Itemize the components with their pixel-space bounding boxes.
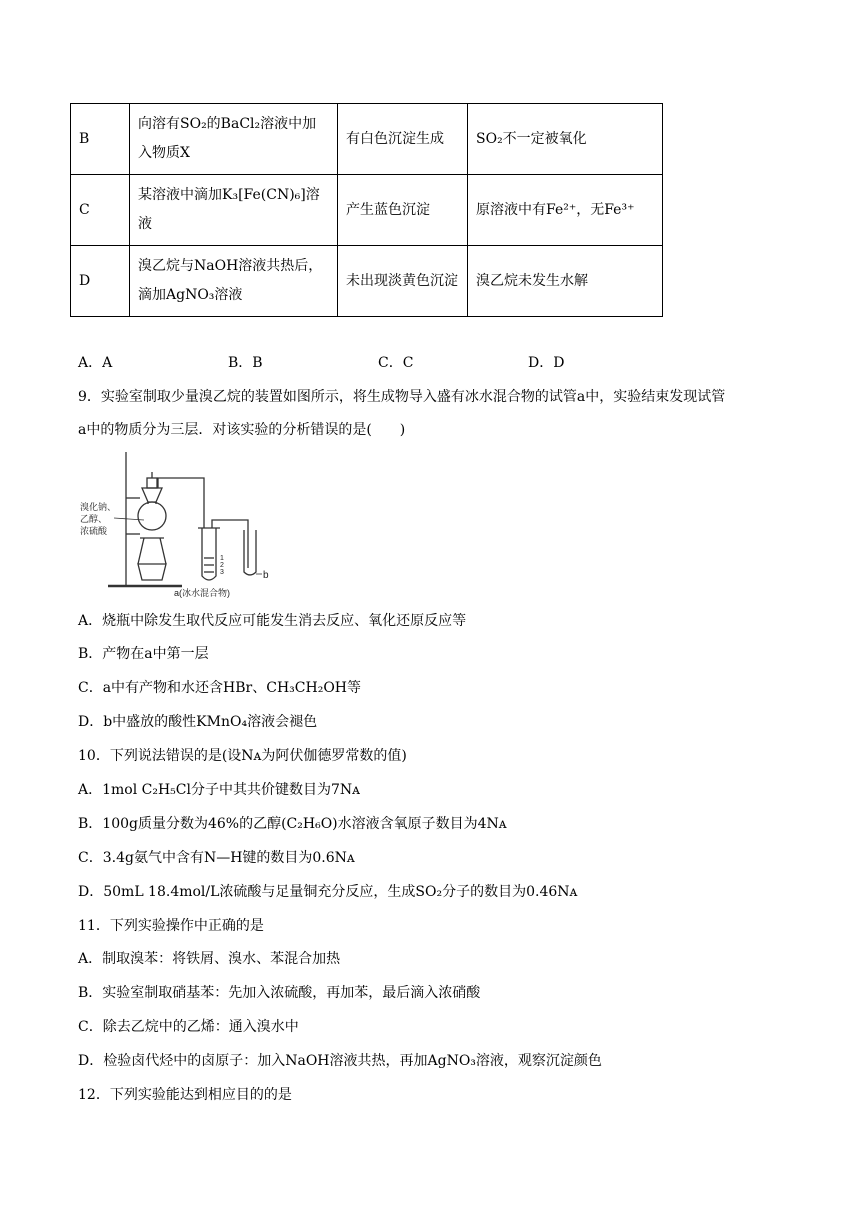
q9-stem-line1: 9．实验室制取少量溴乙烷的装置如图所示，将生成物导入盛有冰水混合物的试管a中，实验结束发现试管 — [78, 389, 726, 405]
q9-option-d: D．b中盛放的酸性KMnO₄溶液会褪色 — [78, 714, 318, 730]
table-cell-phenomenon: 有白色沉淀生成 — [338, 104, 468, 175]
flask-label-2: 乙醇、 — [80, 514, 108, 524]
q10-option-c: C．3.4g氨气中含有N—H键的数目为0.6Nᴀ — [78, 850, 355, 866]
apparatus-figure — [78, 448, 276, 598]
q11-option-b: B．实验室制取硝基苯：先加入浓硫酸，再加苯，最后滴入浓硝酸 — [78, 985, 481, 1001]
table-cell-conclusion: SO₂不一定被氧化 — [468, 104, 663, 175]
q9-option-c: C．a中有产物和水还含HBr、CH₃CH₂OH等 — [78, 680, 362, 696]
q9-option-b: B．产物在a中第一层 — [78, 646, 209, 662]
q10-option-a: A．1mol C₂H₅Cl分子中其共价键数目为7Nᴀ — [78, 782, 361, 798]
q11-stem: 11．下列实验操作中正确的是 — [78, 918, 264, 934]
flask-label-1: 溴化钠、 — [80, 502, 117, 512]
q11-option-c: C．除去乙烷中的乙烯：通入溴水中 — [78, 1019, 299, 1035]
layer-label-2: 2 — [220, 562, 224, 569]
table-cell-operation: 溴乙烷与NaOH溶液共热后，滴加AgNO₃溶液 — [130, 246, 338, 317]
table-cell-phenomenon: 未出现淡黄色沉淀 — [338, 246, 468, 317]
q10-option-b: B．100g质量分数为46%的乙醇(C₂H₆O)水溶液含氧原子数目为4Nᴀ — [78, 816, 507, 832]
q9-stem-line2: a中的物质分为三层．对该实验的分析错误的是( ) — [78, 422, 406, 438]
q10-stem: 10．下列说法错误的是(设Nᴀ为阿伏伽德罗常数的值) — [78, 748, 407, 764]
layer-label-1: 1 — [220, 555, 224, 562]
figure-caption: a(冰水混合物) — [174, 588, 230, 598]
q8-option-c: C．C — [378, 355, 414, 371]
layer-label-3: 3 — [220, 569, 224, 576]
table-row — [71, 104, 663, 175]
table-cell-phenomenon: 产生蓝色沉淀 — [338, 175, 468, 246]
q8-options — [78, 352, 678, 372]
q8-option-d: D．D — [528, 355, 565, 371]
table-row — [71, 175, 663, 246]
experiment-table — [70, 103, 663, 317]
table-cell-label: D — [71, 246, 130, 317]
q9-option-a: A．烧瓶中除发生取代反应可能发生消去反应、氧化还原反应等 — [78, 613, 467, 629]
tube-b-label: b — [263, 570, 269, 581]
table-cell-operation: 向溶有SO₂的BaCl₂溶液中加入物质X — [130, 104, 338, 175]
table-cell-operation: 某溶液中滴加K₃[Fe(CN)₆]溶液 — [130, 175, 338, 246]
table-cell-conclusion: 溴乙烷未发生水解 — [468, 246, 663, 317]
table-cell-conclusion: 原溶液中有Fe²⁺，无Fe³⁺ — [468, 175, 663, 246]
q8-option-a: A．A — [78, 355, 113, 371]
table-cell-label: C — [71, 175, 130, 246]
q11-option-a: A．制取溴苯：将铁屑、溴水、苯混合加热 — [78, 951, 341, 967]
flask-label-3: 浓硫酸 — [80, 526, 108, 536]
table-cell-label: B — [71, 104, 130, 175]
q10-option-d: D．50mL 18.4mol/L浓硫酸与足量铜充分反应，生成SO₂分子的数目为0.46Nᴀ — [78, 884, 578, 900]
q11-option-d: D．检验卤代烃中的卤原子：加入NaOH溶液共热，再加AgNO₃溶液，观察沉淀颜色 — [78, 1053, 602, 1069]
q12-stem: 12．下列实验能达到相应目的的是 — [78, 1087, 292, 1103]
q8-option-b: B．B — [228, 355, 263, 371]
table-row — [71, 246, 663, 317]
